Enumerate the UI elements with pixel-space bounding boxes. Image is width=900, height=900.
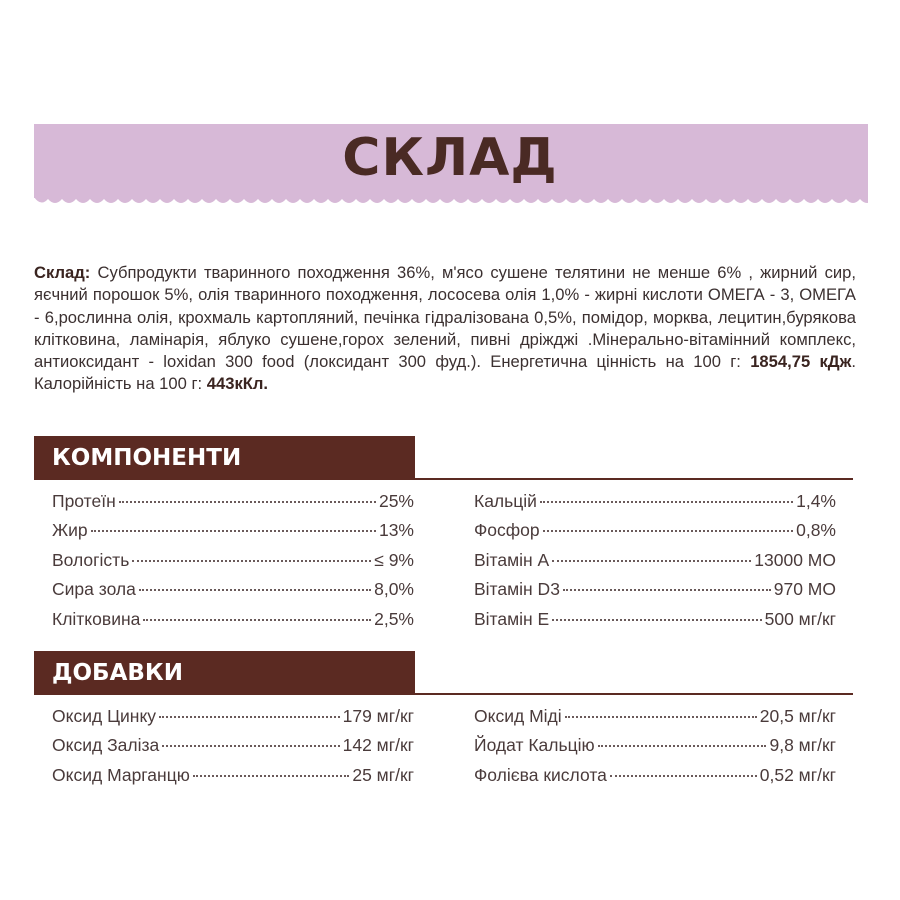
nutrient-name: Жир: [52, 520, 88, 541]
nutrient-row: [474, 491, 836, 520]
nutrient-value: 179 мг/кг: [342, 706, 414, 726]
nutrient-value: 0,52 мг/кг: [759, 764, 836, 785]
dot-leader: [119, 501, 376, 503]
dot-leader: [563, 589, 771, 591]
nutrient-name: Клітковина: [52, 608, 141, 629]
energy-value: 1854,75 кДж: [750, 352, 852, 372]
nutrient-name: Оксид Міді: [474, 706, 562, 726]
components-left-list: [52, 491, 414, 638]
nutrient-row: [52, 550, 414, 579]
nutrient-value: 2,5%: [374, 608, 414, 629]
composition-text: Субпродукти тваринного походження 36%, м'ясо сушене телятини не менше 6% , жирний сир, яєчний порошок 5%, олія тваринного походження, лососева олія 1,0% - жирні кислоти ОМЕГА - 3, ОМЕГА - 6,рослинна олія, крохмаль картопляний, печінка гідралізована 0,5%, помідор, морква, лецитин,бурякова клітковина, ламінарія, яблуко сушене,горох зелений, пивні дріжджі .Мінерально-вітамінний комплекс, антиоксидант - loxidan 300 food (локсидант 300 фуд.). Енергетична цінність на 100 г:: [34, 263, 856, 372]
nutrient-value: 142 мг/кг: [342, 735, 414, 756]
components-title: КОМПОНЕНТИ: [52, 445, 242, 471]
nutrient-row: [52, 491, 414, 520]
dot-leader: [552, 619, 761, 621]
nutrient-value: 0,8%: [796, 520, 836, 541]
nutrient-name: Вологість: [52, 549, 130, 570]
nutrient-value: 25 мг/кг: [352, 764, 414, 785]
nutrient-name: Йодат Кальцію: [474, 735, 595, 756]
nutrient-name: Оксид Заліза: [52, 735, 160, 756]
calorie-value: 443кКл.: [206, 374, 269, 394]
dot-leader: [543, 530, 793, 532]
nutrient-value: 8,0%: [374, 579, 414, 600]
nutrient-row: [474, 609, 836, 638]
nutrient-value: 20,5 мг/кг: [759, 706, 836, 726]
nutrient-value: 25%: [378, 491, 414, 511]
dot-leader: [132, 560, 371, 562]
dot-leader: [143, 619, 371, 621]
nutrient-name: Оксид Марганцю: [52, 764, 190, 785]
nutrient-value: 970 МО: [773, 579, 836, 600]
nutrient-value: ≤ 9%: [374, 549, 414, 570]
dot-leader: [91, 530, 376, 532]
nutrient-row: [52, 735, 414, 764]
additives-right-list: [474, 706, 836, 794]
additives-section-header: [34, 651, 415, 695]
dot-leader: [159, 716, 340, 718]
nutrient-name: Кальцій: [474, 491, 537, 511]
nutrient-name: Сира зола: [52, 579, 136, 600]
dot-leader: [565, 716, 757, 718]
dot-leader: [610, 775, 757, 777]
nutrient-row: [52, 609, 414, 638]
nutrient-row: [52, 579, 414, 608]
banner-wavy-edge: [34, 197, 868, 211]
nutrient-name: Фолієва кислота: [474, 764, 607, 785]
nutrient-row: [474, 579, 836, 608]
nutrient-row: [52, 765, 414, 794]
additives-divider: [415, 693, 853, 695]
dot-leader: [598, 745, 767, 747]
nutrient-row: [474, 765, 836, 794]
nutrient-name: Вітамін А: [474, 549, 550, 570]
nutrient-value: 1,4%: [796, 491, 836, 511]
page-title: СКЛАД: [342, 128, 558, 188]
components-right-list: [474, 491, 836, 638]
dot-leader: [540, 501, 793, 503]
nutrient-row: [474, 520, 836, 549]
nutrient-name: Фосфор: [474, 520, 540, 541]
additives-title: ДОБАВКИ: [52, 660, 183, 686]
nutrient-row: [52, 706, 414, 735]
nutrient-name: Вітамін D3: [474, 579, 560, 600]
dot-leader: [139, 589, 371, 591]
nutrient-row: [474, 706, 836, 735]
dot-leader: [162, 745, 339, 747]
composition-paragraph: [34, 262, 856, 396]
nutrient-value: 13%: [378, 520, 414, 541]
nutrient-value: 9,8 мг/кг: [769, 735, 836, 756]
nutrient-row: [474, 735, 836, 764]
nutrient-name: Протеїн: [52, 491, 116, 511]
components-divider: [415, 478, 853, 480]
nutrient-value: 13000 МО: [754, 549, 836, 570]
dot-leader: [193, 775, 349, 777]
nutrient-name: Вітамін Е: [474, 608, 550, 629]
nutrient-name: Оксид Цинку: [52, 706, 157, 726]
dot-leader: [552, 560, 751, 562]
calorie-label: . Калорійність на 100 г:: [34, 352, 856, 394]
additives-left-list: [52, 706, 414, 794]
nutrient-row: [474, 550, 836, 579]
nutrient-row: [52, 520, 414, 549]
nutrient-value: 500 мг/кг: [764, 608, 836, 629]
components-section-header: [34, 436, 415, 480]
composition-label: Склад:: [34, 263, 91, 282]
